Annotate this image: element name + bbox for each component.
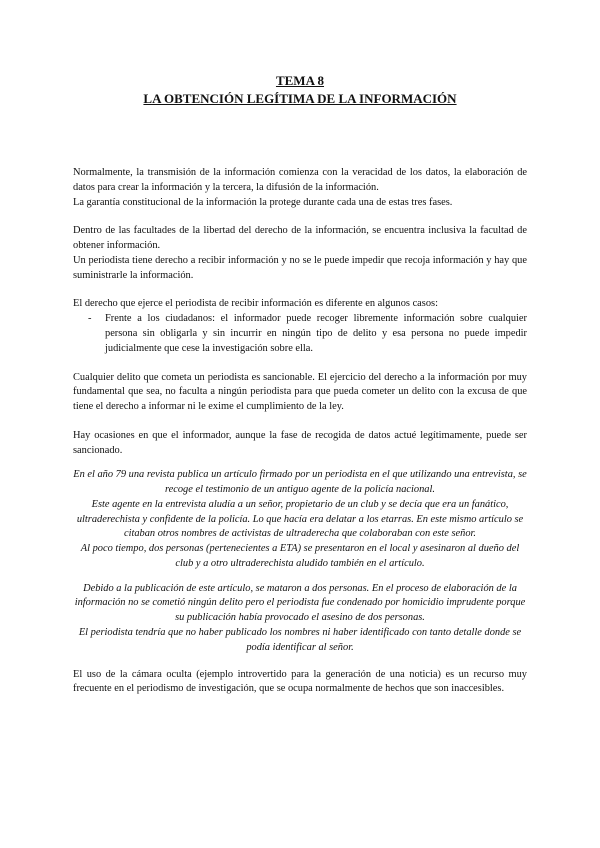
spacer — [73, 283, 527, 297]
spacer — [73, 656, 527, 668]
document-body — [73, 166, 527, 697]
paragraph-casos: El derecho que ejerce el periodista de recibir información es diferente en algunos casos: — [73, 298, 438, 310]
spacer — [73, 415, 527, 429]
list-item-text: Frente a los ciudadanos: el informador puede recoger libremente información sobre cualquier persona sin obligarla y sin incurrir en ningún tipo de delito y esa persona no puede impedir judicialmente que cese la investigación sobre ella. — [105, 313, 527, 354]
quote-line: Debido a la publicación de este artículo, se mataron a dos personas. En el proceso de elaboración de la información no se cometió ningún delito pero el periodista fue condenado por homicidio imprudente porque su publicación había provocado el asesino de dos personas. — [74, 582, 526, 624]
example-quote-1 — [73, 468, 527, 571]
spacer — [73, 572, 527, 582]
paragraph-derecho-recibir: Un periodista tiene derecho a recibir información y no se le puede impedir que recoja información y hay que suministrarle la información. — [73, 254, 527, 281]
paragraph-sancionado: Hay ocasiones en que el informador, aunque la fase de recogida de datos actué legítimamente, puede ser sancionado. — [73, 429, 527, 456]
spacer — [73, 210, 527, 224]
paragraph-facultades: Dentro de las facultades de la libertad del derecho de la información, se encuentra inclusiva la facultad de obtener información. — [73, 225, 527, 252]
quote-line: Este agente en la entrevista aludía a un señor, propietario de un club y se decía que era un fanático, ultraderechista y confidente de la policía. Lo que hacía era delatar a los etarras. En este mismo artículo se citaban otros nombres de activistas de ultraderecha que colaboraban con este señor. — [76, 498, 524, 540]
example-quote-2 — [73, 582, 527, 656]
quote-line: Al poco tiempo, dos personas (pertenecientes a ETA) se presentaron en el local y asesinaron al dueño del club y a otro ultraderechista aludido también en el artículo. — [80, 543, 520, 569]
paragraph-transmision: Normalmente, la transmisión de la información comienza con la veracidad de los datos, la elaboración de datos para crear la información y la tercera, la difusión de la información. — [73, 167, 527, 193]
title-topic-number: TEMA 8 — [275, 73, 325, 88]
quote-line: El periodista tendría que no haber publicado los nombres ni haber identificado con tanto detalle donde se podía identificar al señor. — [78, 627, 522, 653]
document-title — [73, 72, 527, 107]
bullet-marker: - — [88, 313, 92, 325]
paragraph-camara-oculta: El uso de la cámara oculta (ejemplo introvertido para la generación de una noticia) es un recurso muy frecuente en el periodismo de investigación, que se ocupa normalmente de hechos que son inaccesibles. — [73, 668, 527, 695]
spacer — [73, 458, 527, 468]
spacer — [73, 357, 527, 371]
quote-line: En el año 79 una revista publica un artículo firmado por un periodista en el que utilizando una entrevista, se recoge el testimonio de un antiguo agente de la policía nacional. — [73, 469, 527, 496]
list-item — [73, 312, 527, 356]
title-topic-name: LA OBTENCIÓN LEGÍTIMA DE LA INFORMACIÓN — [143, 90, 457, 106]
paragraph-garantia: La garantía constitucional de la información la protege durante cada una de estas tres fases. — [73, 196, 453, 208]
paragraph-delito: Cualquier delito que cometa un periodista es sancionable. El ejercicio del derecho a la información por muy fundamental que sea, no faculta a ningún periodista para que pueda cometer un delito con la excusa de que tiene el derecho a informar ni le exime el cumplimiento de la ley. — [73, 371, 527, 413]
